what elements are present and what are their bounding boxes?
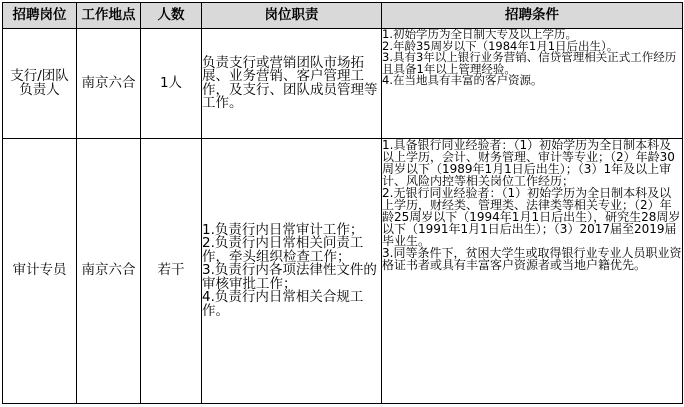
requirement-item: 4.在当地具有丰富的客户资源。 <box>382 73 543 87</box>
duty-item: 3.负责行内各项法律性文件的审核审批工作； <box>202 262 377 292</box>
header-row <box>3 3 683 29</box>
requirement-item: 2.无银行同业经验者：（1）初始学历为全日制本科及以上学历，财经类、管理类、法律类等相关专业；（2）年龄25周岁以下（1994年1月1日后出生），研究生28周岁以下（1991年1月1日后出生）；（3）2017届至2019届毕业生。 <box>382 186 681 248</box>
header-location: 工作地点 <box>77 3 141 29</box>
position-line: 负责人 <box>19 81 60 98</box>
position-line: 支行/团队 <box>10 68 69 84</box>
count-cell: 若干 <box>141 139 202 404</box>
position-cell: 审计专员 <box>3 139 77 404</box>
recruitment-table <box>2 2 683 404</box>
requirement-item: 3.具有3年以上银行业务营销、信贷管理相关正式工作经历且具备1年以上管理经验。 <box>382 50 677 76</box>
position-cell <box>3 29 77 139</box>
requirement-item: 1.初始学历为全日制大专及以上学历。 <box>382 27 577 41</box>
table-row <box>3 29 683 139</box>
location-cell: 南京六合 <box>77 29 141 139</box>
duties-cell: 负责支行或营销团队市场拓展、业务营销、客户管理工作，及支行、团队成员管理等工作。 <box>202 29 382 139</box>
table-row <box>3 139 683 404</box>
location-cell: 南京六合 <box>77 139 141 404</box>
header-requirements: 招聘条件 <box>382 3 683 29</box>
requirement-item: 1.具备银行同业经验者：（1）初始学历为全日制本科及以上学历，会计、财务管理、审计等专业；（2）年龄30周岁以下（1989年1月1日后出生）；（3）1年及以上审计、风险内控等相关岗位工作经历； <box>382 138 675 188</box>
requirements-cell <box>382 29 683 139</box>
duties-cell <box>202 139 382 404</box>
duty-item: 2.负责行内日常相关问责工作，牵头组织检查工作； <box>202 235 364 265</box>
duty-item: 1.负责行内日常审计工作； <box>202 221 364 238</box>
count-cell: 1人 <box>141 29 202 139</box>
duty-item: 4.负责行内日常相关合规工作。 <box>202 289 364 319</box>
requirement-item: 2.年龄35周岁以下（1984年1月1日后出生）。 <box>382 38 619 53</box>
header-duties: 岗位职责 <box>202 3 382 29</box>
header-position: 招聘岗位 <box>3 3 77 29</box>
header-count: 人数 <box>141 3 202 29</box>
requirement-item: 3.同等条件下，贫困大学生或取得银行业专业人员职业资格证书者或具有丰富客户资源者或当地户籍优先。 <box>382 246 682 272</box>
requirements-cell <box>382 139 683 404</box>
